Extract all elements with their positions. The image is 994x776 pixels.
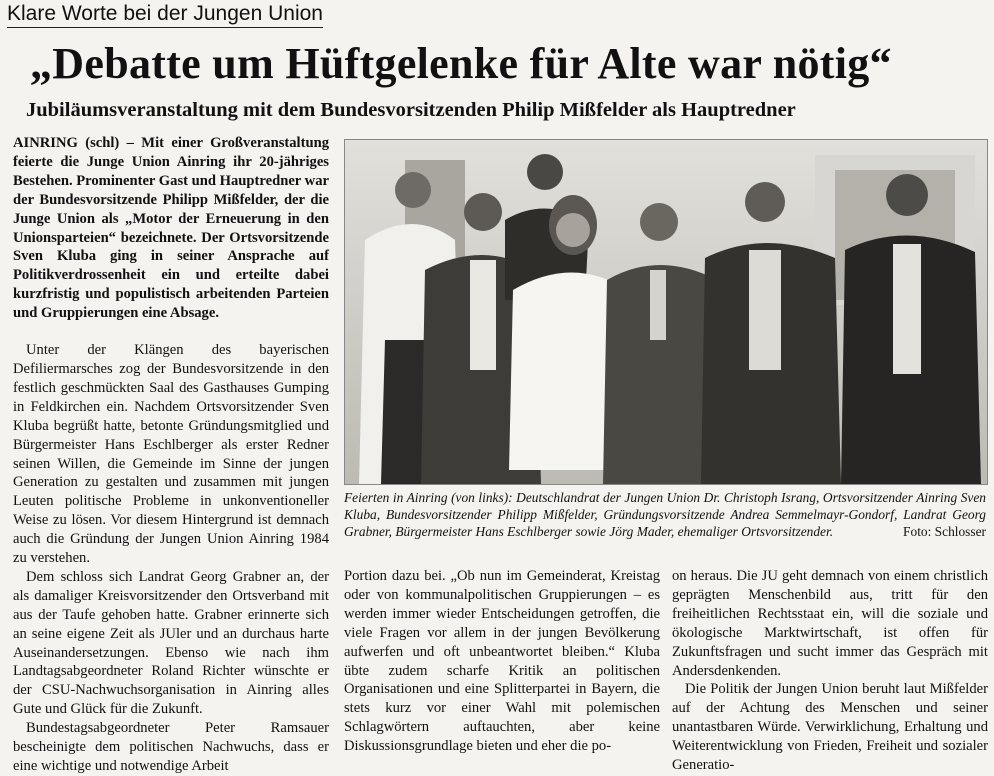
group-photo-image bbox=[345, 140, 987, 484]
body-paragraph: Die Politik der Jungen Union beruht laut Mißfelder auf der Achtung des Menschen und seiner unantastbaren Würde. Verwirklichung, Erhaltung und Weiterentwicklung von Frieden, Freiheit und sozialer Generatio- bbox=[672, 681, 988, 774]
photo-credit: Foto: Schlosser bbox=[903, 524, 986, 540]
kicker: Klare Worte bei der Jungen Union bbox=[7, 2, 323, 28]
headline: „Debatte um Hüftgelenke für Alte war nötig“ bbox=[30, 39, 892, 88]
photo-caption bbox=[344, 489, 986, 541]
body-paragraph: Portion dazu bei. „Ob nun im Gemeinderat, Kreistag oder von kommunalpolitischen Gruppierungen – es werden immer wieder Entscheidungen getroffen, die viele Fragen vor allem in der jungen Bevölkerung aufwerfen und oft unbeantwortet bleiben.“ Kluba übte zudem scharfe Kritik an politischen Organisationen und eine Splitterpartei in Bayern, die stets kurz vor einer Wahl mit polemischen Schlagwörtern auftauchten, aber keine Diskussionsgrundlage bieten und eher die po- bbox=[344, 568, 660, 755]
article-column-1 bbox=[13, 134, 329, 776]
body-paragraph: on heraus. Die JU geht demnach von einem christlich geprägten Menschenbild aus, tritt für den freiheitlichen Rechtsstaat ein, will die soziale und ökologische Marktwirtschaft, ist offen für Zukunftsfragen und sucht immer das Gespräch mit Andersdenkenden. bbox=[672, 568, 988, 679]
subheadline: Jubiläumsveranstaltung mit dem Bundesvorsitzenden Philip Mißfelder als Hauptredner bbox=[26, 99, 796, 121]
article-column-3 bbox=[672, 567, 988, 775]
body-paragraph: Dem schloss sich Landrat Georg Grabner an, der als damaliger Kreisvorsitzender den Ortsverband mit aus der Taufe gehoben hatte. Grabner erinnerte sich an seine eigene Zeit als JUler und an durchaus harte Auseinandersetzungen. Ebenso wie nach ihm Landtagsabgeordneter Roland Richter wünschte er der CSU-Nachwuchsorganisation in Ainring alles Gute und Glück für die Zukunft. bbox=[13, 568, 329, 718]
body-paragraph: Bundestagsabgeordneter Peter Ramsauer bescheinigte dem politischen Nachwuchs, dass er eine wichtige und notwendige Arbeit bbox=[13, 720, 329, 774]
article-column-2 bbox=[344, 567, 660, 756]
body-paragraph: Unter der Klängen des bayerischen Defiliermarsches zog der Bundesvorsitzende in den festlich geschmückten Saal des Gasthauses Gumping in Feldkirchen ein. Nachdem Ortsvorsitzender Sven Kluba begrüßt hatte, betonte Gründungsmitglied und Bürgermeister Hans Eschlberger als erster Redner seinen Willen, die Gemeinde im Sinne der jungen Generation zu gestalten und zusammen mit jungen Leuten politische Probleme in unkonventioneller Weise zu lösen. Vor diesem Hintergrund ist demnach auch die Gründung der Jungen Union Ainring 1984 zu verstehen. bbox=[13, 342, 329, 567]
group-photo bbox=[344, 139, 988, 485]
caption-text: Feierten in Ainring (von links): Deutschlandrat der Jungen Union Dr. Christoph Israng, Ortsvorsitzender Ainring Sven Kluba, Bundesvorsitzender Philipp Mißfelder, Gründungsvorsitzende Andrea Semmelmayr-Gondorf, Landrat Georg Grabner, Bürgermeister Hans Eschlberger sowie Jörg Mader, ehemaliger Ortsvorsitzender. bbox=[344, 490, 986, 540]
lead-paragraph: AINRING (schl) – Mit einer Großveranstaltung feierte die Junge Union Ainring ihr 20-jähriges Bestehen. Prominenter Gast und Hauptredner war der Bundesvorsitzende Philipp Mißfelder, der die Junge Union als „Motor der Erneuerung in den Unionsparteien“ bezeichnete. Der Ortsvorsitzende Sven Kluba ging in seiner Ansprache auf Politikverdrossenheit ein und erteilte dabei kurzfristig und populistisch arbeitenden Parteien und Gruppierungen eine Absage. bbox=[13, 135, 329, 322]
